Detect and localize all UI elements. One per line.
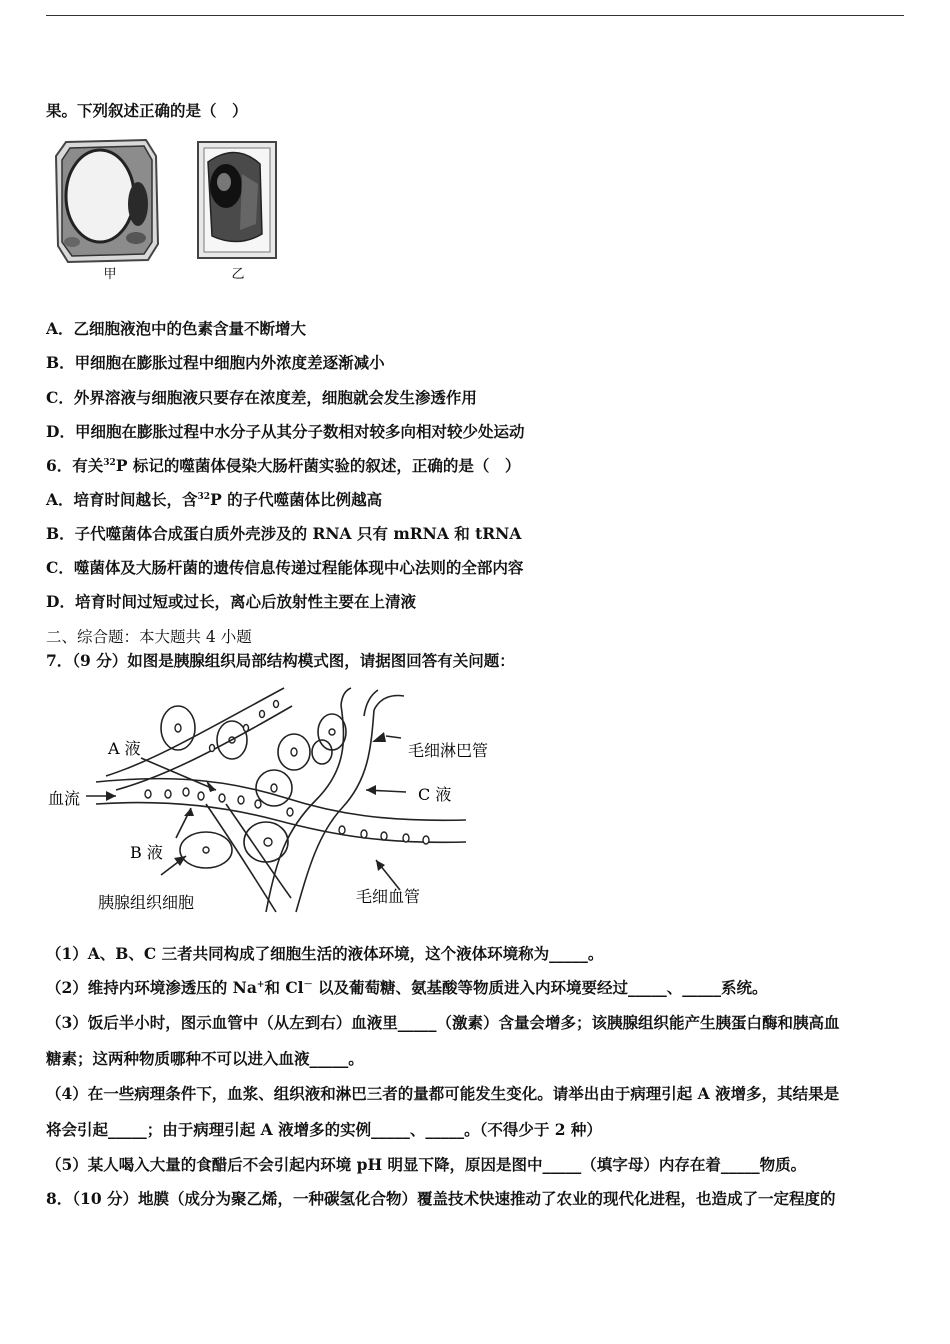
q7-part4-line2: 将会引起_____；由于病理引起 A 液增多的实例_____、_____。（不得少于 2 种） <box>46 1120 602 1139</box>
cell-yi <box>198 142 276 258</box>
pancreas-tissue-figure <box>46 680 516 915</box>
q5-option-a: A．乙细胞液泡中的色素含量不断增大 <box>46 319 307 338</box>
label-c-fluid: C 液 <box>418 785 452 804</box>
q5-option-d: D．甲细胞在膨胀过程中水分子从其分子数相对较多向相对较少处运动 <box>46 422 525 441</box>
q5-option-c: C．外界溶液与细胞液只要存在浓度差，细胞就会发生渗透作用 <box>46 388 477 407</box>
header-rule <box>46 15 904 16</box>
label-lymph-capillary: 毛细淋巴管 <box>408 741 489 760</box>
q7-part2: （2）维持内环境渗透压的 Na+和 Cl－ 以及葡萄糖、氨基酸等物质进入内环境要经过_____、_____系统。 <box>46 978 768 997</box>
q6-option-b: B．子代噬菌体合成蛋白质外壳涉及的 RNA 只有 mRNA 和 tRNA <box>46 524 522 543</box>
q7-stem: 7．（9 分）如图是胰腺组织局部结构模式图，请据图回答有关问题： <box>46 651 515 670</box>
q6-stem: 6．有关$^{32}$P 标记的噬菌体侵染大肠杆菌实验的叙述，正确的是（ ） <box>46 456 521 475</box>
label-yi: 乙 <box>231 267 245 282</box>
label-a-fluid: A 液 <box>108 739 141 758</box>
label-pancreas-cell: 胰腺组织细胞 <box>98 893 195 912</box>
q5-stem-tail: 果。下列叙述正确的是（ ） <box>46 101 248 120</box>
section-heading: 二、综合题：本大题共 4 小题 <box>46 628 252 646</box>
q7-part5: （5）某人喝入大量的食醋后不会引起内环境 pH 明显下降，原因是图中_____（填字母）内存在着_____物质。 <box>46 1155 807 1174</box>
label-blood-capillary: 毛细血管 <box>356 887 421 906</box>
q7-part3-line1: （3）饭后半小时，图示血管中（从左到右）血液里_____（激素）含量会增多；该胰腺组织能产生胰蛋白酶和胰高血 <box>46 1013 840 1032</box>
label-b-fluid: B 液 <box>130 843 163 862</box>
q7-part3-line2: 糖素；这两种物质哪种不可以进入血液_____。 <box>46 1049 364 1068</box>
q6-option-a: A．培育时间越长，含$^{32}$P 的子代噬菌体比例越高 <box>46 490 383 509</box>
q7-part4-line1: （4）在一些病理条件下，血浆、组织液和淋巴三者的量都可能发生变化。请举出由于病理引起 A 液增多，其结果是 <box>46 1084 840 1103</box>
plant-cell-figure <box>48 134 288 284</box>
label-jia: 甲 <box>103 267 117 282</box>
cell-jia <box>56 140 158 262</box>
q6-option-d: D．培育时间过短或过长，离心后放射性主要在上清液 <box>46 592 416 611</box>
q6-option-c: C．噬菌体及大肠杆菌的遗传信息传递过程能体现中心法则的全部内容 <box>46 558 524 577</box>
q5-option-b: B．甲细胞在膨胀过程中细胞内外浓度差逐渐减小 <box>46 353 385 372</box>
label-blood-flow: 血流 <box>48 789 81 808</box>
q7-part1: （1）A、B、C 三者共同构成了细胞生活的液体环境，这个液体环境称为_____。 <box>46 944 604 963</box>
q8-stem: 8．（10 分）地膜（成分为聚乙烯，一种碳氢化合物）覆盖技术快速推动了农业的现代化进程，也造成了一定程度的 <box>46 1189 836 1208</box>
